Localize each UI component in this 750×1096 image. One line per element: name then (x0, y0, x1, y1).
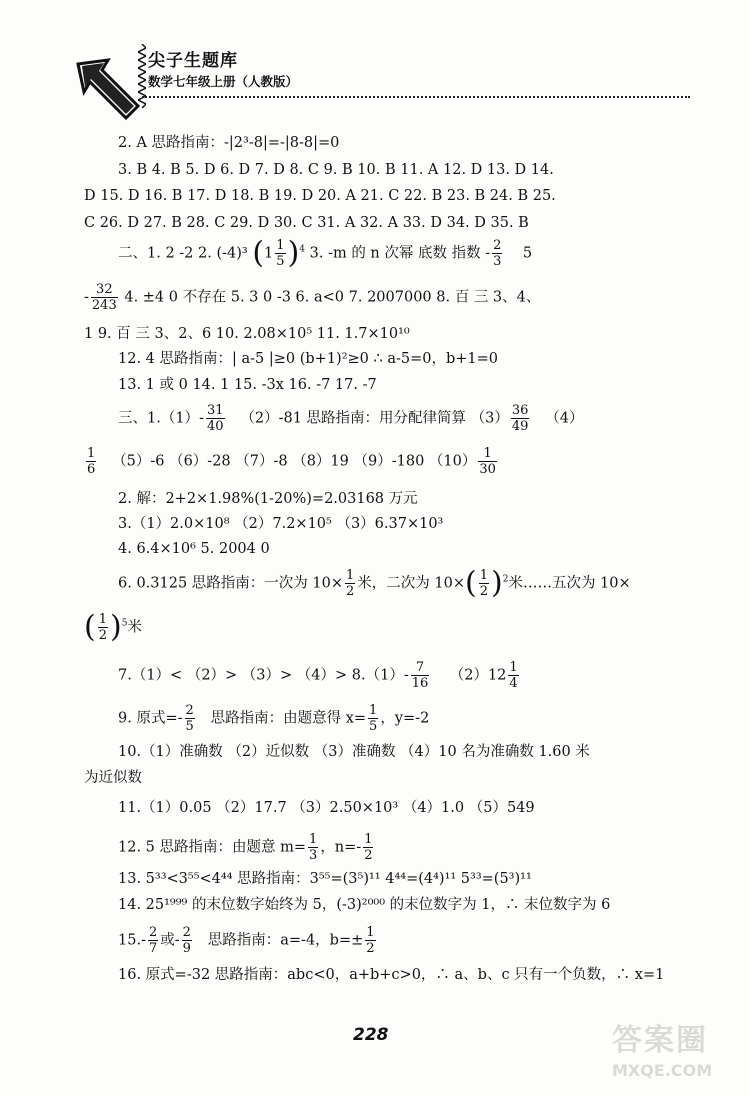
paren-open: ( (252, 235, 265, 271)
denominator: 2 (479, 584, 488, 599)
answer-line: 12. 4 思路指南：| a-5 |≥0 (b+1)²≥0 ∴ a-5=0，b+1=0 (118, 351, 499, 367)
minus-sign: - (174, 932, 180, 949)
numerator: 1 (87, 446, 96, 461)
minus-sign: - (485, 245, 491, 262)
answer-line-group (118, 235, 533, 271)
answer-line: 16. 原式=-32 思路指南：abc<0，a+b+c>0，∴ a、b、c 只有一个负数，∴ x=1 (118, 967, 665, 983)
answer-line: 4. 6.4×10⁶ 5. 2004 0 (118, 541, 270, 557)
answer-text: 思路指南：a=-4，b=± (207, 932, 364, 949)
numerator: 2 (493, 238, 502, 253)
answer-text: 或 (160, 932, 175, 949)
answer-line: 为近似数 (84, 770, 142, 786)
fraction (368, 703, 378, 734)
denominator: 5 (369, 719, 378, 734)
paren-close: ) (110, 609, 122, 645)
numerator: 2 (185, 703, 194, 718)
answer-line: 3.（1）2.0×10⁸ （2）7.2×10⁵ （3）6.37×10³ (118, 516, 444, 532)
answer-line: 13. 5³³<3⁵⁵<4⁴⁴ 思路指南：3⁵⁵=(3⁵)¹¹ 4⁴⁴=(4⁴)¹¹ 5³³=(5³)¹¹ (118, 871, 532, 887)
paren-open: ( (465, 565, 477, 601)
brand-title: 尖子生题库 (148, 51, 238, 71)
denominator: 3 (493, 254, 502, 269)
denominator: 5 (185, 719, 194, 734)
fraction (363, 832, 373, 863)
paren-open: ( (84, 609, 96, 645)
fraction (86, 446, 96, 477)
answer-line-group (118, 403, 583, 434)
answer-text: 5 (522, 245, 533, 262)
denominator: 2 (346, 584, 355, 599)
numerator: 36 (511, 403, 529, 418)
answer-line: D 15. D 16. B 17. D 18. B 19. D 20. A 21. C 22. B 23. B 24. B 25. (84, 188, 556, 204)
minus-sign: - (199, 410, 204, 427)
fraction (185, 703, 195, 734)
answer-line: 11.（1）0.05 （2）17.7 （3）2.50×10³ （4）1.0 （5）549 (118, 800, 535, 816)
numerator: 31 (206, 403, 224, 418)
fraction (206, 403, 225, 434)
arrow-logo-icon (76, 58, 146, 122)
numerator: 1 (276, 238, 285, 253)
fraction (508, 660, 518, 691)
header-divider (142, 96, 690, 98)
numerator: 32 (91, 282, 118, 298)
answer-text: 7.（1）< （2）> （3）> （4）> 8.（1） (118, 667, 404, 684)
answer-text: m= (275, 839, 307, 856)
minus-sign: - (84, 289, 89, 306)
answer-text: 15. (118, 932, 142, 949)
fraction (365, 925, 375, 956)
numerator: 1 (478, 446, 497, 462)
minus-sign: - (403, 667, 409, 684)
answer-text: 6. 0.3125 思路指南：一次为 10× (118, 575, 343, 592)
answer-text: （2）-81 思路指南：用分配律简算 （3） (240, 410, 509, 427)
answer-text: 4. ±4 0 不存在 5. 3 0 -3 6. a<0 7. 2007000 8. 百 三 3、4、 (124, 289, 541, 306)
answer-text: 米 (127, 619, 142, 636)
numerator: 2 (148, 925, 158, 940)
answer-text: 米……五次为 10× (508, 575, 631, 592)
page-header (62, 40, 692, 120)
answer-line-group (84, 446, 499, 477)
answer-line: 1 9. 百 三 3、2、6 10. 2.08×10⁵ 11. 1.7×10¹⁰ (84, 326, 410, 342)
answer-text: 1 (264, 245, 274, 262)
numerator: 1 (346, 568, 355, 583)
answer-line-group (118, 565, 631, 601)
paren-close: ) (287, 235, 300, 271)
watermark (612, 1015, 742, 1085)
denominator: 2 (98, 628, 107, 643)
denominator: 2 (366, 941, 375, 956)
denominator: 9 (182, 941, 191, 956)
answer-line-group (118, 832, 375, 863)
answer-text: 二、1. 2 -2 2. (-4)³ (118, 245, 248, 262)
paren-close: ) (491, 565, 503, 601)
denominator: 3 (309, 848, 318, 863)
book-subtitle: 数学七年级上册（人教版） (148, 74, 299, 89)
fraction (411, 660, 430, 691)
denominator: 40 (206, 419, 224, 434)
fraction (492, 238, 502, 269)
fraction (479, 568, 489, 599)
minus-sign: - (141, 932, 146, 949)
numerator: 1 (369, 703, 378, 718)
denominator: 49 (511, 419, 529, 434)
numerator: 1 (98, 612, 107, 627)
answer-text: 3. -m 的 n 次幂 底数 指数 (309, 245, 481, 262)
answer-line: 2. 解：2+2×1.98%(1-20%)=2.03168 万元 (118, 491, 418, 507)
numerator: 1 (309, 832, 318, 847)
denominator: 243 (91, 298, 117, 313)
zigzag-divider-icon (138, 44, 146, 108)
watermark-url: MXQE.COM (612, 1061, 713, 1080)
answer-line-group (84, 609, 142, 645)
answer-text: （5）-6 （6）-28 （7）-8 （8）19 （9）-180 （10） (112, 453, 477, 470)
minus-sign: - (177, 710, 183, 727)
exponent: 2 (502, 574, 509, 585)
answer-text: ，y=-2 (380, 710, 430, 727)
watermark-text: 答案圈 (612, 1023, 708, 1058)
fraction (91, 282, 118, 313)
denominator: 5 (276, 254, 285, 269)
answer-text: （4） (545, 410, 584, 427)
denominator: 2 (364, 848, 373, 863)
denominator: 6 (87, 462, 96, 477)
answer-text: ，n=- (320, 839, 362, 856)
answer-line-group (118, 660, 521, 691)
answer-line-group (84, 282, 540, 313)
answer-text: 12. 5 思路指南：由题意 (118, 839, 276, 856)
numerator: 1 (364, 832, 373, 847)
numerator: 2 (182, 925, 191, 940)
answer-line: 13. 1 或 0 14. 1 15. -3x 16. -7 17. -7 (118, 377, 377, 393)
answer-line-group (118, 925, 378, 956)
answer-text: 思路指南：由题意得 x= (210, 710, 367, 727)
answer-line: 3. B 4. B 5. D 6. D 7. D 8. C 9. B 10. B 11. A 12. D 13. D 14. (118, 162, 554, 178)
answer-line: 14. 25¹⁹⁹⁹ 的末位数字始终为 5，(-3)²⁰⁰⁰ 的末位数字为 1，∴ 末位数字为 6 (118, 897, 611, 913)
numerator: 1 (509, 660, 518, 675)
fraction (148, 925, 158, 956)
fraction (345, 568, 355, 599)
numerator: 7 (411, 660, 430, 676)
answer-text: 三、1.（1） (118, 410, 200, 427)
page-number: 228 (353, 1025, 389, 1045)
answer-text: 9. 原式= (118, 710, 178, 727)
denominator: 16 (411, 676, 429, 691)
denominator: 4 (509, 676, 518, 691)
numerator: 1 (366, 925, 375, 940)
fraction (511, 403, 530, 434)
answer-text: 米，二次为 10× (357, 575, 465, 592)
fraction (275, 238, 285, 269)
fraction (478, 446, 497, 477)
fraction (308, 832, 318, 863)
answer-line: C 26. D 27. B 28. C 29. D 30. C 31. A 32. A 33. D 34. D 35. B (84, 215, 529, 231)
answer-text: （2）12 (449, 667, 507, 684)
answer-line: 10.（1）准确数 （2）近似数 （3）准确数 （4）10 名为准确数 1.60 米 (118, 744, 590, 760)
fraction (182, 925, 192, 956)
denominator: 7 (148, 941, 158, 956)
answer-line: 2. A 思路指南：-|2³-8|=-|8-8|=0 (118, 135, 340, 151)
exponent: 4 (299, 244, 306, 255)
denominator: 30 (479, 462, 496, 477)
fraction (98, 612, 108, 643)
answer-line-group (118, 703, 429, 734)
numerator: 1 (479, 568, 488, 583)
exponent: 5 (121, 618, 128, 629)
